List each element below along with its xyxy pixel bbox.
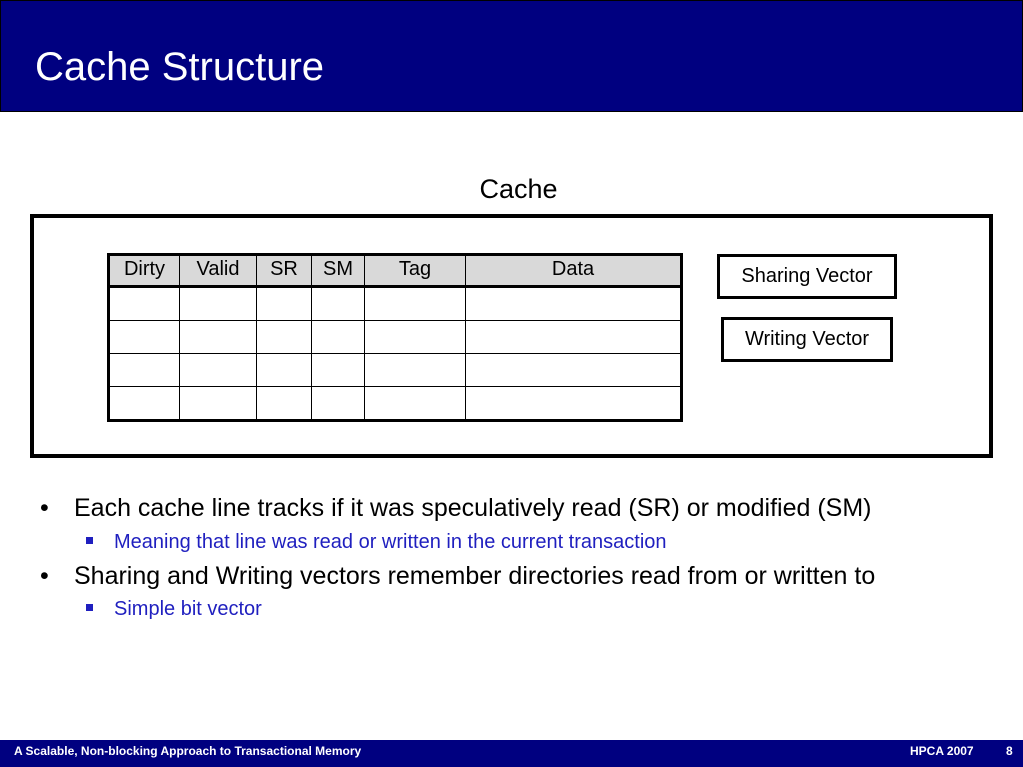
table-cell bbox=[109, 287, 180, 321]
sub-bullet-text: Simple bit vector bbox=[114, 598, 262, 620]
square-bullet-icon bbox=[86, 604, 93, 611]
table-row bbox=[109, 387, 682, 421]
footer-bar bbox=[0, 740, 1023, 767]
sharing-vector-box: Sharing Vector bbox=[717, 254, 897, 299]
table-cell bbox=[257, 387, 312, 421]
table-cell bbox=[180, 321, 257, 354]
column-header-data: Data bbox=[466, 255, 682, 287]
bullet-marker: • bbox=[40, 562, 49, 590]
sub-bullet-text: Meaning that line was read or written in the current transaction bbox=[114, 531, 667, 553]
table-cell bbox=[466, 354, 682, 387]
table-cell bbox=[109, 354, 180, 387]
bullet-text: Sharing and Writing vectors remember directories read from or written to bbox=[74, 562, 876, 590]
table-cell bbox=[365, 287, 466, 321]
column-header-sr: SR bbox=[257, 255, 312, 287]
title-bar bbox=[0, 0, 1023, 112]
cache-line-table bbox=[107, 253, 683, 422]
footer-page-number: 8 bbox=[1006, 744, 1013, 758]
table-row bbox=[109, 287, 682, 321]
table-cell bbox=[257, 354, 312, 387]
table-row bbox=[109, 321, 682, 354]
table-cell bbox=[257, 287, 312, 321]
bullet-marker: • bbox=[40, 494, 49, 522]
table-cell bbox=[180, 287, 257, 321]
table-cell bbox=[312, 287, 365, 321]
table-cell bbox=[365, 321, 466, 354]
table-row bbox=[109, 354, 682, 387]
bullet-text: Each cache line tracks if it was speculatively read (SR) or modified (SM) bbox=[74, 494, 872, 522]
table-cell bbox=[466, 321, 682, 354]
table-cell bbox=[312, 354, 365, 387]
table-cell bbox=[109, 321, 180, 354]
table-cell bbox=[109, 387, 180, 421]
table-header-row bbox=[109, 255, 682, 287]
cache-diagram-caption: Cache bbox=[479, 174, 558, 204]
table-cell bbox=[365, 387, 466, 421]
footer-presentation-title: A Scalable, Non-blocking Approach to Transactional Memory bbox=[14, 744, 362, 758]
table-cell bbox=[365, 354, 466, 387]
table-cell bbox=[180, 354, 257, 387]
table-cell bbox=[257, 321, 312, 354]
table-cell bbox=[466, 387, 682, 421]
square-bullet-icon bbox=[86, 537, 93, 544]
writing-vector-box: Writing Vector bbox=[721, 317, 893, 362]
footer-event: HPCA 2007 bbox=[910, 744, 974, 758]
column-header-dirty: Dirty bbox=[109, 255, 180, 287]
column-header-tag: Tag bbox=[365, 255, 466, 287]
slide-title: Cache Structure bbox=[35, 45, 325, 89]
table-cell bbox=[466, 287, 682, 321]
table-cell bbox=[312, 321, 365, 354]
column-header-valid: Valid bbox=[180, 255, 257, 287]
table-cell bbox=[180, 387, 257, 421]
column-header-sm: SM bbox=[312, 255, 365, 287]
table-cell bbox=[312, 387, 365, 421]
